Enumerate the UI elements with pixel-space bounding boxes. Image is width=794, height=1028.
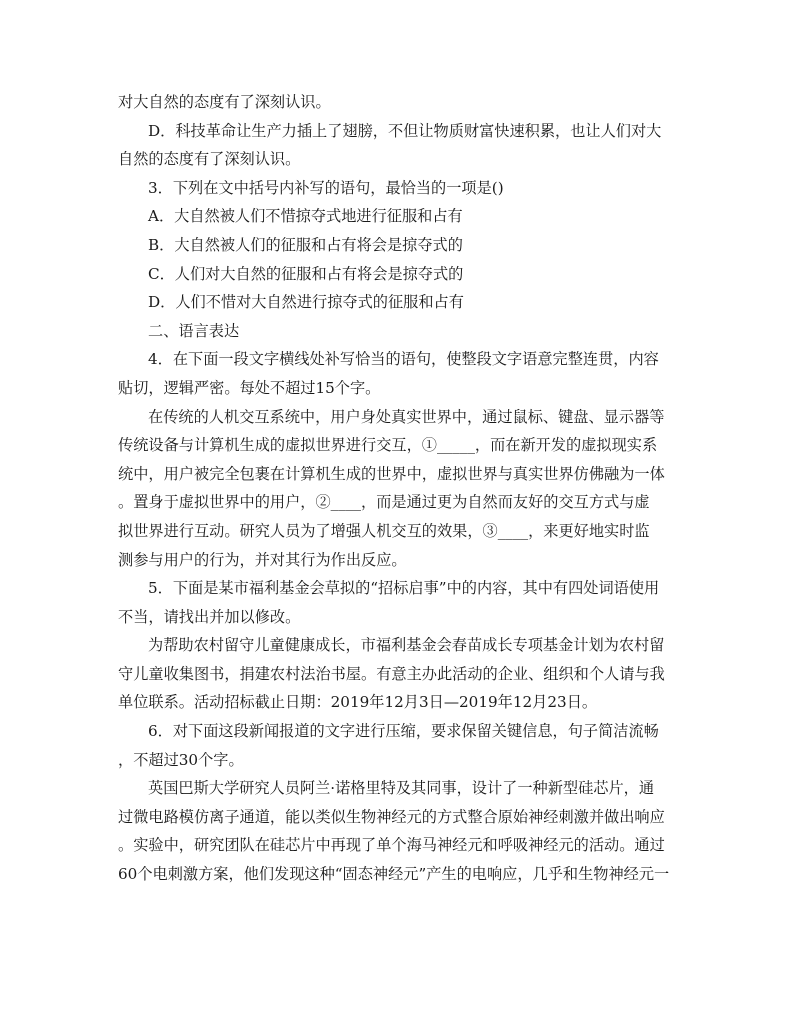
text-line: 6．对下面这段新闻报道的文字进行压缩，要求保留关键信息，句子简洁流畅	[148, 722, 659, 741]
text-line: 。置身于虚拟世界中的用户，②____，而是通过更为自然而友好的交互方式与虚	[118, 493, 650, 512]
text-line: 贴切，逻辑严密。每处不超过15个字。	[118, 378, 381, 397]
text-line: 。实验中，研究团队在硅芯片中再现了单个海马神经元和呼吸神经元的活动。通过	[118, 836, 665, 855]
text-line: D．科技革命让生产力插上了翅膀，不但让物质财富快速积累，也让人们对大	[148, 121, 662, 140]
text-line: 60个电刺激方案，他们发现这种“固态神经元”产生的电响应，几乎和生物神经元一	[118, 865, 670, 884]
text-line: 守儿童收集图书，捐建农村法治书屋。有意主办此活动的企业、组织和个人请与我	[118, 664, 665, 683]
text-line: A．大自然被人们不惜掠夺式地进行征服和占有	[148, 207, 463, 226]
text-line: 自然的态度有了深刻认识。	[118, 150, 301, 169]
document-body	[118, 88, 678, 889]
text-line: 过微电路模仿离子通道，能以类似生物神经元的方式整合原始神经刺激并做出响应	[118, 807, 665, 826]
text-line: C．人们对大自然的征服和占有将会是掠夺式的	[148, 264, 464, 283]
text-line: 5．下面是某市福利基金会草拟的“招标启事”中的内容，其中有四处词语使用	[148, 579, 660, 598]
text-line: 为帮助农村留守儿童健康成长，市福利基金会春苗成长专项基金计划为农村留	[148, 636, 665, 655]
text-line: 统中，用户被完全包裹在计算机生成的世界中，虚拟世界与真实世界仿佛融为一体	[118, 464, 665, 483]
text-line: 二、语言表达	[148, 321, 240, 340]
text-line: 测参与用户的行为，并对其行为作出反应。	[118, 550, 407, 569]
text-line: 传统设备与计算机生成的虚拟世界进行交互，①_____，而在新开发的虚拟现实系	[118, 436, 658, 455]
text-line: 不当，请找出并加以修改。	[118, 607, 301, 626]
text-line: 英国巴斯大学研究人员阿兰·诺格里特及其同事，设计了一种新型硅芯片，通	[148, 779, 655, 798]
text-line: 3．下列在文中括号内补写的语句，最恰当的一项是()	[148, 178, 504, 197]
text-line: B．大自然被人们的征服和占有将会是掠夺式的	[148, 235, 463, 254]
text-line: 对大自然的态度有了深刻认识。	[118, 93, 331, 111]
text-line: 4．在下面一段文字横线处补写恰当的语句，使整段文字语意完整连贯，内容	[148, 350, 659, 369]
text-line: D．人们不惜对大自然进行掠夺式的征服和占有	[148, 293, 464, 312]
text-line: 在传统的人机交互系统中，用户身处真实世界中，通过鼠标、键盘、显示器等	[148, 407, 665, 426]
text-line: ，不超过30个字。	[118, 750, 244, 769]
text-line: 单位联系。活动招标截止日期：2019年12月3日—2019年12月23日。	[118, 693, 598, 712]
text-line: 拟世界进行互动。研究人员为了增强人机交互的效果，③____，来更好地实时监	[118, 521, 650, 540]
